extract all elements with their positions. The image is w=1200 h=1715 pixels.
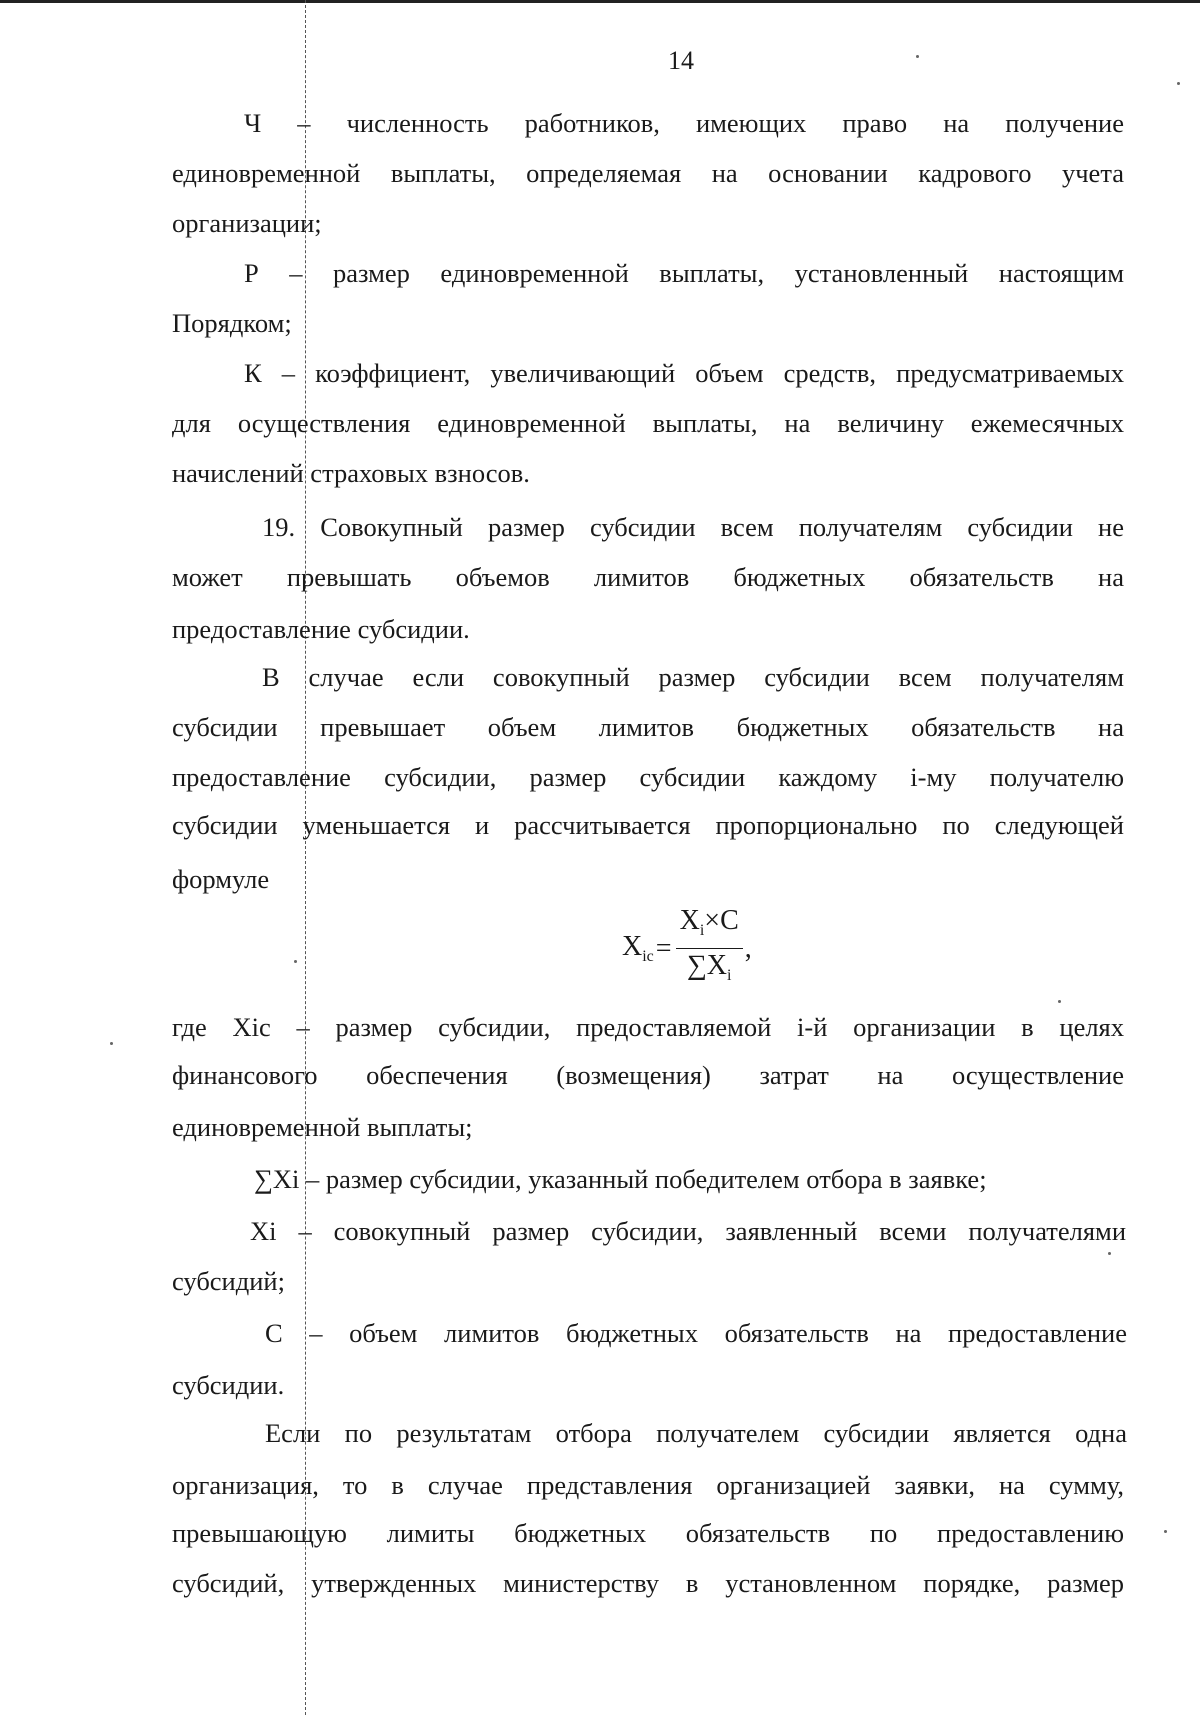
paragraph-line: К – коэффициент, увеличивающий объем средств, предусматриваемых (244, 358, 1124, 388)
paragraph-line: субсидии уменьшается и рассчитывается пропорционально по следующей (172, 810, 1124, 840)
paragraph-line: предоставление субсидии, размер субсидии каждому i-му получателю (172, 762, 1124, 792)
subsidy-formula (622, 906, 752, 991)
formula-numerator: $X_i\times C$ (676, 906, 743, 949)
paragraph-line: субсидии. (172, 1370, 285, 1400)
paragraph-line: Порядком; (172, 308, 292, 338)
paragraph-line: В случае если совокупный размер субсидии всем получателям (262, 662, 1124, 692)
paragraph-line: субсидий; (172, 1266, 285, 1296)
paragraph-line: начислений страховых взносов. (172, 458, 530, 488)
paragraph-line: превышающую лимиты бюджетных обязательств по предоставлению (172, 1518, 1124, 1548)
scan-speck (294, 960, 297, 963)
page-number: 14 (668, 46, 694, 75)
paragraph-line: Ч – численность работников, имеющих право на получение (244, 108, 1124, 138)
paragraph-line: может превышать объемов лимитов бюджетных обязательств на (172, 562, 1124, 592)
top-edge-rule (0, 0, 1200, 3)
paragraph-line: субсидии превышает объем лимитов бюджетных обязательств на (172, 712, 1124, 742)
paragraph-line: единовременной выплаты; (172, 1112, 473, 1142)
scan-speck (1058, 1000, 1061, 1003)
paragraph-line: Р – размер единовременной выплаты, установленный настоящим (244, 258, 1124, 288)
scan-speck (1177, 82, 1180, 85)
paragraph-line: организация, то в случае представления организацией заявки, на сумму, (172, 1470, 1124, 1500)
formula-equals: = (655, 932, 672, 964)
formula-lhs: $X_{ic}$ (622, 931, 654, 965)
formula-trailing-comma: , (744, 932, 752, 964)
paragraph-line: 19. Совокупный размер субсидии всем получателям субсидии не (262, 512, 1124, 542)
paragraph-line: Xi – совокупный размер субсидии, заявленный всеми получателями (250, 1216, 1126, 1246)
paragraph-line: С – объем лимитов бюджетных обязательств на предоставление (265, 1318, 1127, 1348)
paragraph-line: формуле (172, 864, 270, 894)
scan-speck (916, 55, 919, 58)
formula-fraction (676, 906, 743, 991)
scan-speck (110, 1042, 113, 1045)
formula-denominator: $\sum X_i$ (686, 950, 732, 984)
paragraph-line: организации; (172, 208, 322, 238)
paragraph-line: предоставление субсидии. (172, 614, 470, 644)
scan-speck (1164, 1530, 1167, 1533)
paragraph-line: субсидий, утвержденных министерству в установленном порядке, размер (172, 1568, 1124, 1598)
paragraph-line: единовременной выплаты, определяемая на основании кадрового учета (172, 158, 1124, 188)
paragraph-line: ∑Xi – размер субсидии, указанный победителем отбора в заявке; (254, 1164, 987, 1194)
paragraph-line: где Xic – размер субсидии, предоставляемой i-й организации в целях (172, 1012, 1124, 1042)
paragraph-line: для осуществления единовременной выплаты, на величину ежемесячных (172, 408, 1124, 438)
paragraph-line: финансового обеспечения (возмещения) затрат на осуществление (172, 1060, 1124, 1090)
scan-speck (1108, 1252, 1111, 1255)
paragraph-line: Если по результатам отбора получателем субсидии является одна (265, 1418, 1127, 1448)
